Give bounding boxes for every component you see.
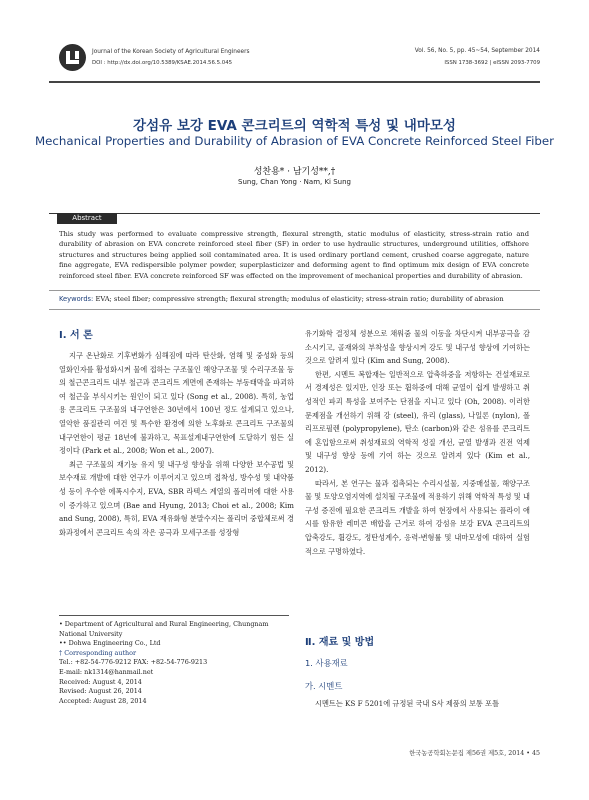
keywords-label: Keywords: xyxy=(59,295,94,303)
journal-name: Journal of the Korean Society of Agricultural Engineers xyxy=(92,49,250,55)
footnote-line: † Corresponding author xyxy=(59,648,137,657)
section-1-heading: Ⅰ. 서 론 xyxy=(59,330,93,341)
title-english: Mechanical Properties and Durability of Abrasion of EVA Concrete Reinforced Steel Fiber xyxy=(34,134,555,148)
doi-link[interactable]: DOI : http://dx.doi.org/10.5389/KSAE.2014.56.5.045 xyxy=(92,60,233,66)
paragraph: 따라서, 본 연구는 물과 접촉되는 수리시설물, 지중매설물, 해양구조물 및 토양오염지역에 설치될 구조물에 적용하기 위해 역학적 특성 및 내구성 증진에 필요한 콘크리트 개발을 하여 현장에서 사용되는 플라이 애시를 함유한 레미콘 배합을 근거로 하여 강섬유 보강 EVA 콘크리트의 압축강도, 휨강도, 정탄성계수, 응력-변형률 및 내마모성에 대하여 실험적으로 구명하였다. xyxy=(305,478,530,556)
abstract-label: Abstract xyxy=(57,213,117,224)
paragraph: 최근 구조물의 재기능 유지 및 내구성 향상을 위해 다양한 보수공법 및 보수재료 개발에 대한 연구가 이루어지고 있으며 접착성, 방수성 및 내약품성 등이 우수한 에폭시수지, EVA, SBR 라텍스 계열의 폴리머에 대한 사용이 증가하고 있으며 (Bae and Hyung, 2013; Choi et al., 2008; Kim and Sung, 2008), 특히, EVA 재유화형 분말수지는 폴리머 중합체로써 경화과정에서 콘크리트 속의 작은 공극과 모세구조를 성장형 xyxy=(59,459,294,537)
volume-info: Vol. 56, No. 5, pp. 45~54, September 2014 xyxy=(414,48,540,54)
keywords-top-rule xyxy=(49,290,540,291)
footnote-rule xyxy=(59,615,289,616)
footnote-line: Revised: August 26, 2014 xyxy=(59,687,142,696)
journal-logo xyxy=(59,44,86,71)
authors-korean: 성찬용* · 남기성**,† xyxy=(253,167,336,177)
footnote-line: • Department of Agricultural and Rural Engineering, Chungnam xyxy=(59,620,269,628)
header-rule xyxy=(49,81,540,83)
page-footer: 한국농공학회논문집 제56권 제5호, 2014 • 45 xyxy=(409,750,540,757)
right-column xyxy=(305,327,530,558)
keywords xyxy=(59,295,529,304)
footnote-line: Tel.: +82-54-776-9212 FAX: +82-54-776-9213 xyxy=(59,658,208,667)
subsubsection-heading: 가. 시멘트 xyxy=(305,681,343,691)
paragraph: 한편, 시멘트 복합재는 일반적으로 압축하중을 저항하는 건설재료로서 경제성은 있지만, 인장 또는 휨하중에 대해 균열이 쉽게 발생하고 취성적인 파괴 특성을 보여주는 단점을 지니고 있다 (Oh, 2008). 이러한 문제점을 개선하기 위해 강 (steel), 유리 (glass), 나일론 (nylon), 폴리프로필렌 (polypropylene), 탄소 (carbon)와 같은 섬유를 콘크리트에 혼입함으로써 취성재료의 역학적 성질 개선, 균열 발생과 진전 억제 및 내구성 향상 등에 기여 하는 것으로 알려져 있다 (Kim et al., 2012). xyxy=(305,369,530,474)
journal-logo-icon xyxy=(59,44,86,71)
paragraph: 유기화학 결정체 성분으로 채워줌 물의 이동을 차단시켜 내부공극을 감소시키고, 골재와의 부착성을 향상시켜 강도 및 내구성 향상에 기여하는 것으로 알려져 있다 (Kim and Sung, 2008). xyxy=(305,329,530,366)
footnote-line: Received: August 4, 2014 xyxy=(59,677,142,686)
abstract-rule xyxy=(49,213,540,222)
keywords-bottom-rule xyxy=(49,309,540,310)
paragraph: 시멘트는 KS F 5201에 규정된 국내 S사 제품의 보통 포틀 xyxy=(315,699,500,708)
title-korean: 강섬유 보강 EVA 콘크리트의 역학적 특성 및 내마모성 xyxy=(133,118,456,134)
footnote-line: •• Dohwa Engineering Co., Ltd xyxy=(59,639,161,648)
authors-english: Sung, Chan Yong · Nam, Ki Sung xyxy=(238,178,351,186)
paragraph: 지구 온난화로 기후변화가 심해짐에 따라 탄산화, 염해 및 중성화 등의 열화인자를 활성화시켜 물에 접하는 구조물인 해양구조물 및 수리구조물 등의 철근콘크리트 내부 철근과 콘크리트 계면에 존재하는 부동태막을 파괴하여 철근을 부식시키는 원인이 되고 있다 (Song et al., 2008). 특히, 농업용 콘크리트 구조물의 내구연한은 30년에서 100년 정도 설계되고 있으나, 열악한 품질관리 여건 및 특수한 환경에 의한 노후화로 콘크리트 구조물의 내구연한이 평균 18년에 불과하고, 목표설계내구연한에 도달하기 힘든 실정이다 (Park et al., 2008; Won et al., 2007). xyxy=(59,351,294,456)
right-column-continued xyxy=(305,697,530,711)
keywords-text: EVA; steel fiber; compressive strength; flexural strength; modulus of elasticity; stress-strain ratio; durability of abrasion xyxy=(93,295,504,303)
section-2-heading: Ⅱ. 재료 및 방법 xyxy=(305,637,375,648)
footnotes xyxy=(59,620,294,706)
footnote-line: National University xyxy=(59,629,123,638)
footnote-line: Accepted: August 28, 2014 xyxy=(59,696,147,705)
abstract-text: This study was performed to evaluate compressive strength, flexural strength, static modulus of elasticity, stress-strain ratio and durability of abrasion on EVA concrete reinforced steel fiber (SF) in order to use hydraulic structures, underground utilities, offshore structures and structures being applied soil contaminated area. It is used ordinary portland cement, crushed coarse aggregate, nature fine aggregate, EVA redispersible polymer powder, superplasticizer and deforming agent to find optimum mix design of EVA concrete reinforced steel fiber. EVA concrete reinforced SF was effected on the improvement of mechanical properties and durability of abrasion. xyxy=(59,230,529,280)
subsection-heading: 1. 사용재료 xyxy=(305,658,348,668)
left-column xyxy=(59,349,294,539)
footnote-line: E-mail: nk1314@hanmail.net xyxy=(59,667,154,676)
issn-info: ISSN 1738-3692 | eISSN 2093-7709 xyxy=(444,60,540,66)
